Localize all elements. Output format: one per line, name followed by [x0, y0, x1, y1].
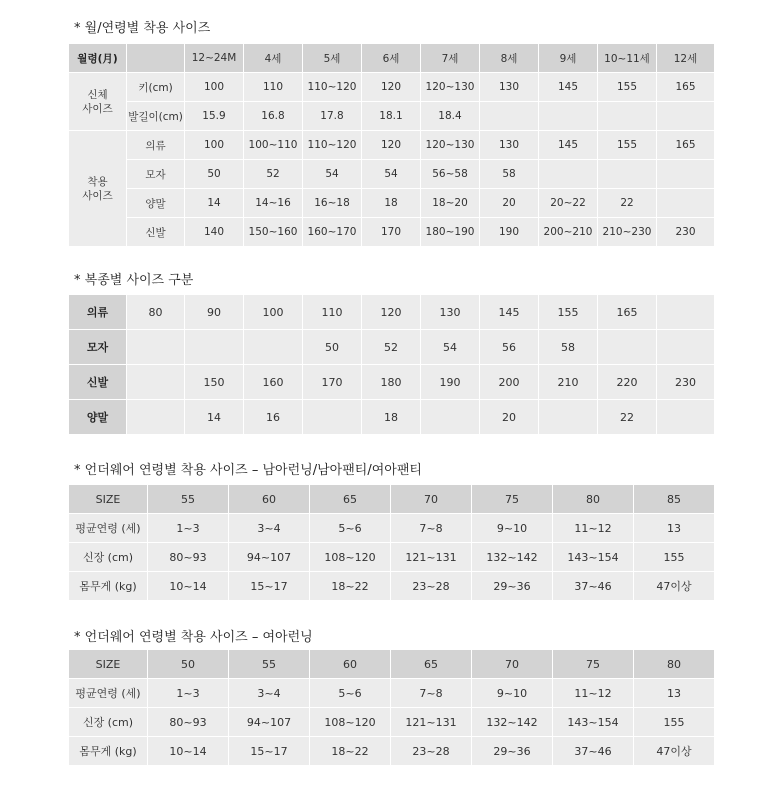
- table2-row-clothes: [69, 295, 715, 330]
- table4-cell: 23~28: [391, 737, 472, 766]
- table2-cell: 230: [657, 365, 715, 400]
- table1-cell: 100: [185, 131, 244, 160]
- table4-cell: 18~22: [310, 737, 391, 766]
- table1-cell: 54: [362, 160, 421, 189]
- table1-cell: 170: [362, 218, 421, 247]
- table4-cell: 143~154: [553, 708, 634, 737]
- table2-cell: 100: [244, 295, 303, 330]
- table3-size-header: SIZE: [69, 485, 148, 514]
- table1-row-label: 양말: [127, 189, 185, 218]
- table2-cell: 18: [362, 400, 421, 435]
- table1-cell: 52: [244, 160, 303, 189]
- table2-cell: [303, 400, 362, 435]
- table1-cell: 14~16: [244, 189, 303, 218]
- table1-cell: [657, 160, 715, 189]
- table2-cell: 170: [303, 365, 362, 400]
- table1-age: 4세: [244, 44, 303, 73]
- table1-age: 9세: [539, 44, 598, 73]
- table3-cell: 3~4: [229, 514, 310, 543]
- table4-cell: 3~4: [229, 679, 310, 708]
- table3-size: 55: [148, 485, 229, 514]
- table2-row-label: 의류: [69, 295, 127, 330]
- table2-cell: 130: [421, 295, 480, 330]
- table2-cell: [127, 330, 185, 365]
- table4-header-row: [69, 650, 715, 679]
- table1-cell: 16.8: [244, 102, 303, 131]
- table4-cell: 10~14: [148, 737, 229, 766]
- table1-cell: 120: [362, 131, 421, 160]
- table2-cell: 110: [303, 295, 362, 330]
- table3-row-label: 몸무게 (kg): [69, 572, 148, 601]
- table4-row-weight: [69, 737, 715, 766]
- table3-cell: 47이상: [634, 572, 715, 601]
- table3-cell: 23~28: [391, 572, 472, 601]
- table4-size: 55: [229, 650, 310, 679]
- table1-corner: 월령(月): [69, 44, 127, 73]
- table1-cell: 100~110: [244, 131, 303, 160]
- table1-cell: 190: [480, 218, 539, 247]
- table1-cell: 54: [303, 160, 362, 189]
- table4-size: 80: [634, 650, 715, 679]
- table1-row-label: 모자: [127, 160, 185, 189]
- table3-row-height: [69, 543, 715, 572]
- table3-cell: 18~22: [310, 572, 391, 601]
- table1-cell: [657, 102, 715, 131]
- table3-size: 70: [391, 485, 472, 514]
- table4-size: 70: [472, 650, 553, 679]
- table3-cell: 80~93: [148, 543, 229, 572]
- table2-cell: 150: [185, 365, 244, 400]
- table3-cell: 7~8: [391, 514, 472, 543]
- table4-row-height: [69, 708, 715, 737]
- table3-cell: 29~36: [472, 572, 553, 601]
- table4-cell: 37~46: [553, 737, 634, 766]
- table2-cell: 16: [244, 400, 303, 435]
- table1-cell: 160~170: [303, 218, 362, 247]
- table3-cell: 10~14: [148, 572, 229, 601]
- clothing-size-table: [68, 294, 715, 435]
- table3-size: 80: [553, 485, 634, 514]
- table4-cell: 15~17: [229, 737, 310, 766]
- table2-cell: 14: [185, 400, 244, 435]
- table1-cell: 155: [598, 73, 657, 102]
- table4-cell: 7~8: [391, 679, 472, 708]
- table2-row-shoes: [69, 365, 715, 400]
- table2-cell: 220: [598, 365, 657, 400]
- table2-cell: 190: [421, 365, 480, 400]
- table3-cell: 1~3: [148, 514, 229, 543]
- table2-cell: 20: [480, 400, 539, 435]
- table3-row-weight: [69, 572, 715, 601]
- table1-cell: 200~210: [539, 218, 598, 247]
- table2-cell: [657, 400, 715, 435]
- table1-cell: 180~190: [421, 218, 480, 247]
- table3-cell: 132~142: [472, 543, 553, 572]
- table4-cell: 29~36: [472, 737, 553, 766]
- table1-cell: 120~130: [421, 73, 480, 102]
- table1-cell: [480, 102, 539, 131]
- table4-size: 60: [310, 650, 391, 679]
- clothing-size-title: * 복종별 사이즈 구분: [74, 273, 194, 288]
- table1-wear-group: 착용 사이즈: [69, 131, 127, 247]
- table1-row-foot: [69, 102, 715, 131]
- table1-age: 8세: [480, 44, 539, 73]
- table1-cell: 130: [480, 131, 539, 160]
- table1-cell: [598, 102, 657, 131]
- table4-cell: 121~131: [391, 708, 472, 737]
- table1-cell: 110: [244, 73, 303, 102]
- table3-row-age: [69, 514, 715, 543]
- table1-cell: 17.8: [303, 102, 362, 131]
- table3-cell: 155: [634, 543, 715, 572]
- table1-cell: 18: [362, 189, 421, 218]
- table1-cell: 120: [362, 73, 421, 102]
- table2-cell: 165: [598, 295, 657, 330]
- table1-cell: 100: [185, 73, 244, 102]
- table3-cell: 121~131: [391, 543, 472, 572]
- table1-row-shoes: [69, 218, 715, 247]
- table4-cell: 1~3: [148, 679, 229, 708]
- underwear-boys-table: [68, 484, 715, 601]
- table2-cell: [598, 330, 657, 365]
- table4-row-age: [69, 679, 715, 708]
- table3-cell: 11~12: [553, 514, 634, 543]
- table1-cell: [598, 160, 657, 189]
- monthly-size-title: * 월/연령별 착용 사이즈: [74, 21, 211, 36]
- table2-row-label: 모자: [69, 330, 127, 365]
- table1-cell: 18.4: [421, 102, 480, 131]
- table2-cell: [127, 365, 185, 400]
- table4-cell: 108~120: [310, 708, 391, 737]
- table3-size: 85: [634, 485, 715, 514]
- table3-cell: 13: [634, 514, 715, 543]
- table2-cell: 120: [362, 295, 421, 330]
- table1-cell: 165: [657, 73, 715, 102]
- table4-row-label: 신장 (cm): [69, 708, 148, 737]
- table1-row-label: 의류: [127, 131, 185, 160]
- table4-row-label: 평균연령 (세): [69, 679, 148, 708]
- table2-row-socks: [69, 400, 715, 435]
- table1-cell: 14: [185, 189, 244, 218]
- table2-row-label: 양말: [69, 400, 127, 435]
- table2-cell: 22: [598, 400, 657, 435]
- table2-cell: 52: [362, 330, 421, 365]
- table1-cell: 210~230: [598, 218, 657, 247]
- table3-cell: 9~10: [472, 514, 553, 543]
- table1-cell: [539, 160, 598, 189]
- table3-cell: 5~6: [310, 514, 391, 543]
- underwear-girls-title: * 언더웨어 연령별 착용 사이즈 – 여아런닝: [74, 630, 313, 645]
- table1-cell: 18.1: [362, 102, 421, 131]
- table1-row-label: 발길이(cm): [127, 102, 185, 131]
- table4-size-header: SIZE: [69, 650, 148, 679]
- table2-cell: [244, 330, 303, 365]
- table1-cell: 15.9: [185, 102, 244, 131]
- table1-blank-header: [127, 44, 185, 73]
- table2-row-label: 신발: [69, 365, 127, 400]
- table4-cell: 132~142: [472, 708, 553, 737]
- table3-size: 75: [472, 485, 553, 514]
- table1-row-height: [69, 73, 715, 102]
- table1-cell: 145: [539, 131, 598, 160]
- table4-cell: 9~10: [472, 679, 553, 708]
- table1-cell: 130: [480, 73, 539, 102]
- table4-cell: 80~93: [148, 708, 229, 737]
- table3-size: 60: [229, 485, 310, 514]
- table4-cell: 47이상: [634, 737, 715, 766]
- table2-cell: [421, 400, 480, 435]
- table1-cell: 230: [657, 218, 715, 247]
- table1-cell: 110~120: [303, 73, 362, 102]
- table2-cell: 180: [362, 365, 421, 400]
- table1-cell: 150~160: [244, 218, 303, 247]
- table1-cell: 16~18: [303, 189, 362, 218]
- table4-size: 65: [391, 650, 472, 679]
- underwear-girls-table: [68, 649, 715, 766]
- table1-age: 10~11세: [598, 44, 657, 73]
- table2-cell: 58: [539, 330, 598, 365]
- table2-cell: 200: [480, 365, 539, 400]
- table2-cell: 54: [421, 330, 480, 365]
- monthly-size-table: [68, 43, 715, 247]
- table3-cell: 108~120: [310, 543, 391, 572]
- table3-cell: 94~107: [229, 543, 310, 572]
- table1-age: 12~24M: [185, 44, 244, 73]
- table2-cell: 80: [127, 295, 185, 330]
- table2-cell: [127, 400, 185, 435]
- table1-row-socks: [69, 189, 715, 218]
- table1-cell: 20~22: [539, 189, 598, 218]
- table1-cell: [539, 102, 598, 131]
- table3-cell: 37~46: [553, 572, 634, 601]
- table1-age: 7세: [421, 44, 480, 73]
- table1-cell: 155: [598, 131, 657, 160]
- table2-cell: 210: [539, 365, 598, 400]
- table1-cell: 165: [657, 131, 715, 160]
- table1-row-label: 신발: [127, 218, 185, 247]
- table1-cell: 22: [598, 189, 657, 218]
- table4-size: 50: [148, 650, 229, 679]
- table3-cell: 143~154: [553, 543, 634, 572]
- table2-cell: 160: [244, 365, 303, 400]
- table3-row-label: 평균연령 (세): [69, 514, 148, 543]
- table2-cell: 50: [303, 330, 362, 365]
- table1-row-hat: [69, 160, 715, 189]
- table1-cell: 50: [185, 160, 244, 189]
- table4-cell: 11~12: [553, 679, 634, 708]
- table1-age: 12세: [657, 44, 715, 73]
- table1-row-clothes: [69, 131, 715, 160]
- table1-cell: 56~58: [421, 160, 480, 189]
- table1-cell: [657, 189, 715, 218]
- table4-size: 75: [553, 650, 634, 679]
- table4-cell: 13: [634, 679, 715, 708]
- table2-cell: [539, 400, 598, 435]
- underwear-boys-title: * 언더웨어 연령별 착용 사이즈 – 남아런닝/남아팬티/여아팬티: [74, 463, 422, 478]
- table1-age: 5세: [303, 44, 362, 73]
- table1-cell: 145: [539, 73, 598, 102]
- table1-cell: 58: [480, 160, 539, 189]
- table4-cell: 155: [634, 708, 715, 737]
- table1-age: 6세: [362, 44, 421, 73]
- table1-header-row: [69, 44, 715, 73]
- table3-header-row: [69, 485, 715, 514]
- table1-cell: 140: [185, 218, 244, 247]
- table1-body-group: 신체 사이즈: [69, 73, 127, 131]
- table2-cell: [657, 330, 715, 365]
- table2-cell: [657, 295, 715, 330]
- table2-cell: [185, 330, 244, 365]
- table4-row-label: 몸무게 (kg): [69, 737, 148, 766]
- table2-cell: 56: [480, 330, 539, 365]
- table2-row-hat: [69, 330, 715, 365]
- table3-row-label: 신장 (cm): [69, 543, 148, 572]
- table1-cell: 110~120: [303, 131, 362, 160]
- table1-cell: 18~20: [421, 189, 480, 218]
- table2-cell: 90: [185, 295, 244, 330]
- table4-cell: 5~6: [310, 679, 391, 708]
- table3-size: 65: [310, 485, 391, 514]
- table1-cell: 20: [480, 189, 539, 218]
- table2-cell: 155: [539, 295, 598, 330]
- table1-row-label: 키(cm): [127, 73, 185, 102]
- table3-cell: 15~17: [229, 572, 310, 601]
- table2-cell: 145: [480, 295, 539, 330]
- table1-cell: 120~130: [421, 131, 480, 160]
- table4-cell: 94~107: [229, 708, 310, 737]
